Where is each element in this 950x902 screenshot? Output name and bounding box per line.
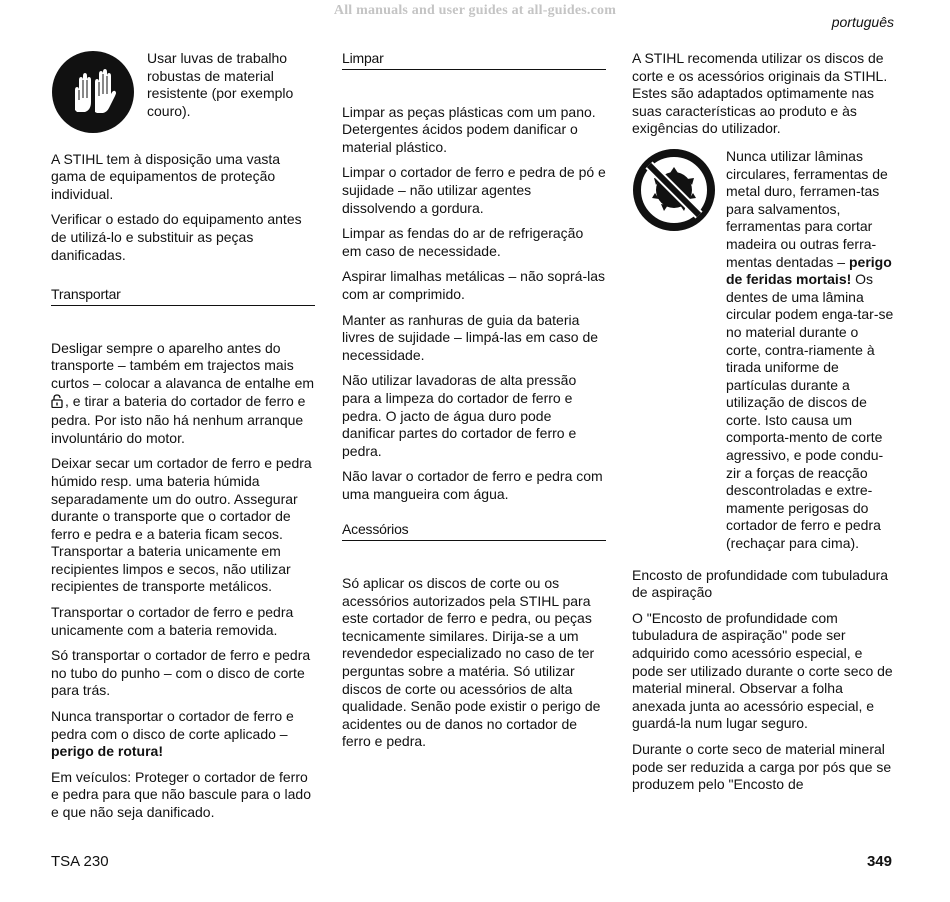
paragraph: Não lavar o cortador de ferro e pedra com uma mangueira com água. [342,468,603,502]
paragraph: Manter as ranhuras de guia da bateria livres de sujidade – limpá-las em caso de necessidade. [342,311,599,363]
paragraph: Transportar o cortador de ferro e pedra unicamente com a bateria removida. [51,604,294,638]
gloves-icon [51,50,135,139]
gloves-text: Usar luvas de trabalho robustas de material resistente (por exemplo couro). [147,50,294,119]
saw-warning-text [726,148,894,553]
paragraph: Só aplicar os discos de corte ou os acessórios autorizados pela STIHL para este cortador de ferro e pedra, ou peças tecnicamente similares. Dirija-se a um revendedor especializado no caso de ter perguntas sobre a matéria. Só utilizar discos de corte ou acessórios de alta qualidade. Senão pode existir o perigo de acidentes ou de danos no cortador de ferro e pedra. [342,575,601,750]
footer-model: TSA 230 [51,853,109,870]
paragraph [51,340,315,448]
text-span: Desligar sempre o aparelho antes do transporte – também em trajectos mais curtos – colocar a alavanca de entalhe em [51,339,315,391]
heading-clean: Limpar [342,50,606,70]
subheading-depth-stop: Encosto de profundidade com tubuladura de aspiração [632,566,889,601]
saw-warning-block [632,148,894,553]
paragraph: A STIHL recomenda utilizar os discos de corte e os acessórios originais da STIHL. Estes são adaptados optimamente nas suas características ao produto e às exigências do utilizador. [632,50,888,137]
text-span: , e tirar a bateria do cortador de ferro e pedra. Por isto não há nenhum arranque involuntário do motor. [51,392,306,446]
column-3 [632,50,894,802]
watermark: All manuals and user guides at all-guides.com [333,3,617,18]
page-number: 349 [866,853,892,870]
paragraph: Não utilizar lavadoras de alta pressão para a limpeza do cortador de ferro e pedra. O jacto de água duro pode danificar partes do cortador de ferro e pedra. [342,372,577,459]
paragraph [51,708,315,761]
paragraph: Deixar secar um cortador de ferro e pedra húmido resp. uma bateria húmida separadamente um do outro. Assegurar durante o transporte que o cortador de ferro e pedra e a bateria ficam secos. Transportar a bateria unicamente em recipientes limpos e secos, não utilizar recipientes de transporte metálicos. [51,455,312,595]
paragraph: A STIHL tem à disposição uma vasta gama de equipamentos de proteção individual. [51,150,281,202]
paragraph: Limpar as fendas do ar de refrigeração em caso de necessidade. [342,225,584,259]
lock-icon [51,394,65,413]
no-saw-blade-icon [632,148,716,553]
paragraph: Limpar o cortador de ferro e pedra de pó e sujidade – não utilizar agentes dissolvendo a gordura. [342,164,606,216]
language-label: português [831,14,894,30]
column-1 [51,50,315,830]
paragraph: Só transportar o cortador de ferro e pedra no tubo do punho – com o disco de corte para trás. [51,647,311,699]
gloves-block [51,50,315,139]
heading-transport: Transportar [51,286,315,306]
text-span: Nunca transportar o cortador de ferro e pedra com o disco de corte aplicado – [51,708,294,742]
warning-text: perigo de feridas mortais! [726,253,892,288]
paragraph: Aspirar limalhas metálicas – não soprá-las com ar comprimido. [342,268,605,302]
heading-accessories: Acessórios [342,521,606,541]
warning-text: perigo de rotura! [51,743,164,760]
paragraph: O "Encosto de profundidade com tubuladura de aspiração" pode ser adquirido como acessório especial, e pode ser utilizado durante o corte seco de material mineral. Observar a folha anexada junta ao acessório especial, e guardá-la num lugar seguro. [632,609,893,732]
paragraph: Limpar as peças plásticas com um pano. Detergentes ácidos podem danificar o material plástico. [342,103,596,155]
text-span: Nunca utilizar lâminas circulares, ferramentas de metal duro, ferramen-tas para salvamentos, ferramentas para cortar madeira ou outras ferra-mentas dentadas – [726,147,888,270]
text-span: Os dentes de uma lâmina circular podem enga-tar-se no material durante o corte, contra-riamente à tirada uniforme de partículas durante a utilização de discos de corte. Isto causa um comporta-mento de corte agressivo, e pode condu-zir a forças de reacção descontroladas e extre-mamente perigosas do cortador de ferro e pedra (rechaçar para cima). [726,271,894,552]
paragraph: Verificar o estado do equipamento antes de utilizá-lo e substituir as peças danificadas. [51,211,302,263]
paragraph: Durante o corte seco de material mineral pode ser reduzida a carga por pós que se produzem pelo "Encosto de [632,740,892,793]
paragraph: Em veículos: Proteger o cortador de ferro e pedra para que não bascule para o lado e que não seja danificado. [51,768,311,820]
column-2 [342,50,606,759]
